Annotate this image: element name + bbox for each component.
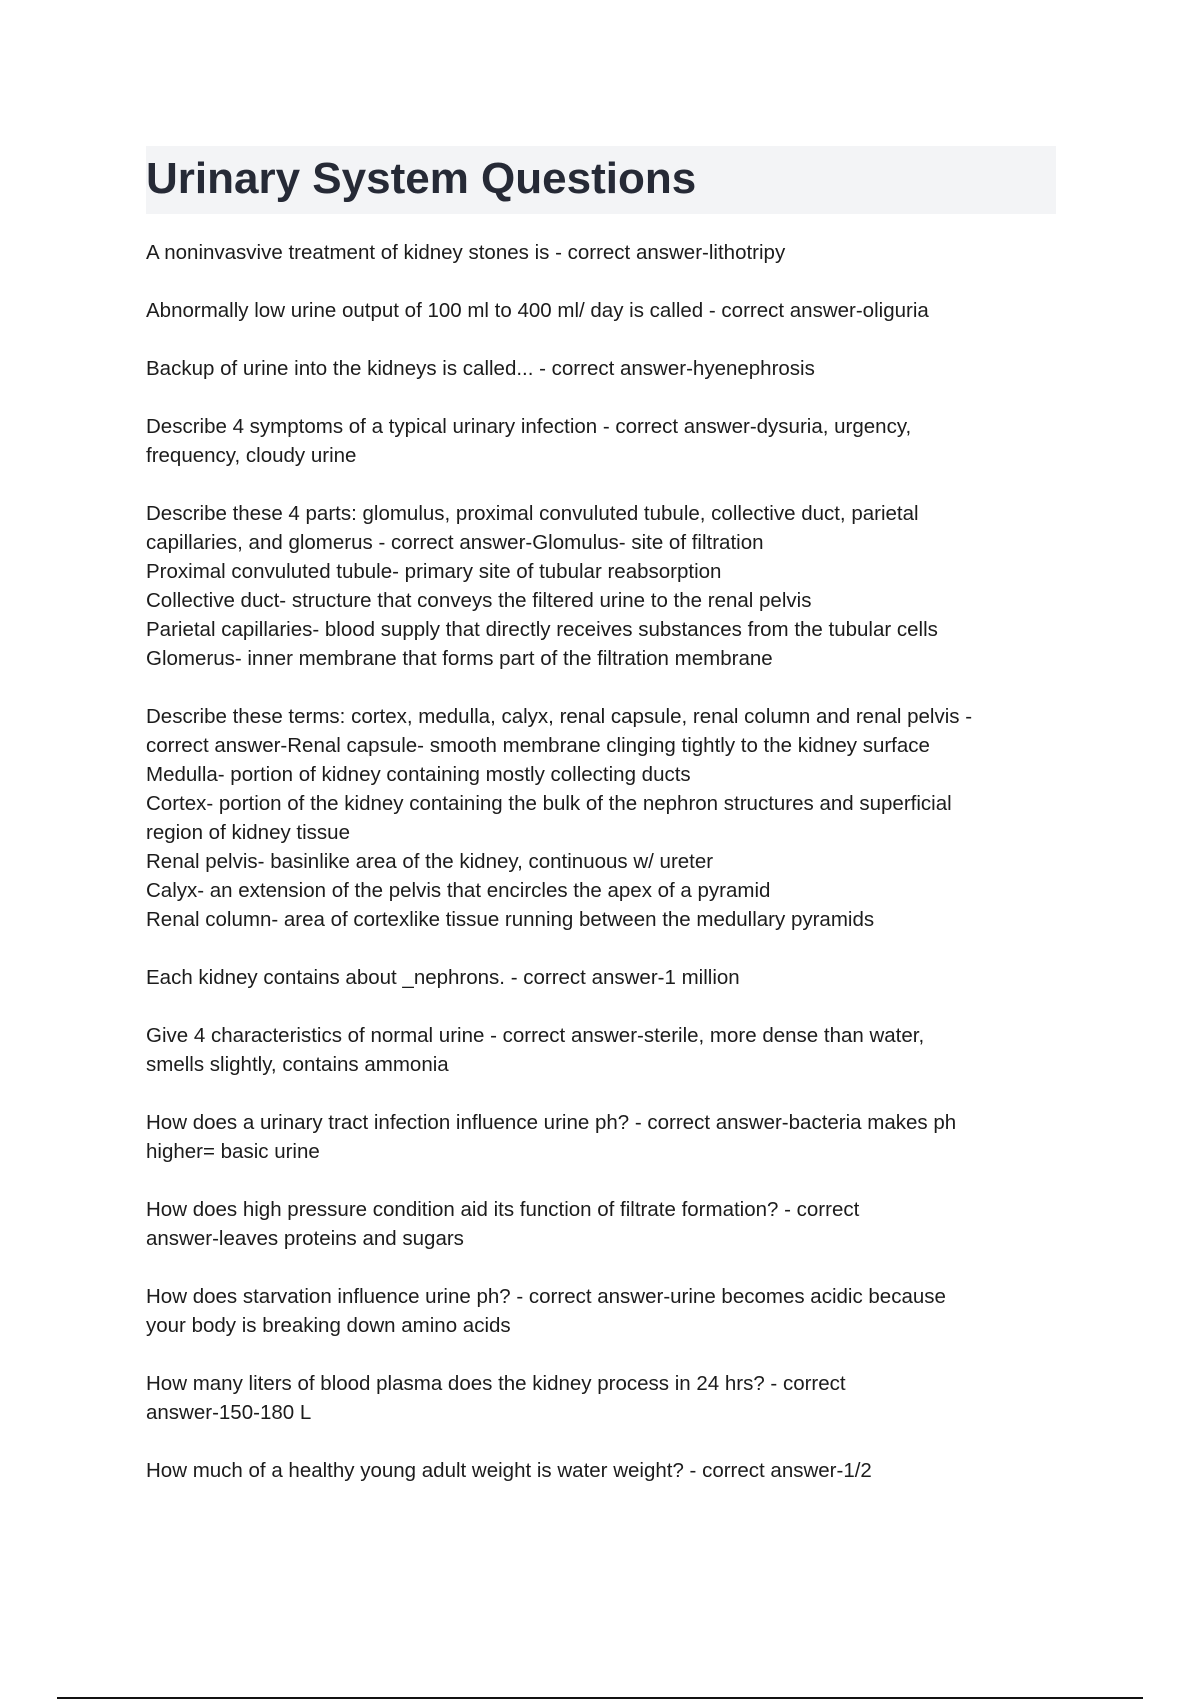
qa-text-line: Calyx- an extension of the pelvis that encircles the apex of a pyramid: [146, 879, 771, 902]
qa-text-line: Describe 4 symptoms of a typical urinary infection - correct answer-dysuria, urgency,: [146, 415, 912, 438]
qa-text-line: Describe these 4 parts: glomulus, proximal convuluted tubule, collective duct, parietal: [146, 502, 919, 525]
qa-item: [146, 963, 1046, 992]
qa-text-line: Medulla- portion of kidney containing mostly collecting ducts: [146, 763, 691, 786]
qa-item: [146, 702, 1046, 934]
question-answer-list: [146, 238, 1046, 1514]
qa-item: [146, 1021, 1046, 1079]
qa-item: [146, 1195, 1046, 1253]
qa-text-line: Proximal convuluted tubule- primary site of tubular reabsorption: [146, 560, 722, 583]
qa-text-line: capillaries, and glomerus - correct answer-Glomulus- site of filtration: [146, 531, 764, 554]
qa-text-line: Give 4 characteristics of normal urine - correct answer-sterile, more dense than water,: [146, 1024, 925, 1047]
qa-item: [146, 499, 1046, 673]
qa-text-line: Each kidney contains about _nephrons. - correct answer-1 million: [146, 966, 740, 989]
qa-item: [146, 1369, 1046, 1427]
qa-text-line: How does high pressure condition aid its function of filtrate formation? - correct: [146, 1198, 860, 1221]
qa-text-line: How does starvation influence urine ph? - correct answer-urine becomes acidic because: [146, 1285, 946, 1308]
qa-text-line: answer-leaves proteins and sugars: [146, 1227, 464, 1250]
qa-text-line: Backup of urine into the kidneys is called... - correct answer-hyenephrosis: [146, 357, 815, 380]
qa-text-line: How many liters of blood plasma does the kidney process in 24 hrs? - correct: [146, 1372, 846, 1395]
qa-item: [146, 1108, 1046, 1166]
qa-text-line: correct answer-Renal capsule- smooth membrane clinging tightly to the kidney surface: [146, 734, 930, 757]
qa-item: [146, 296, 1046, 325]
qa-text-line: Abnormally low urine output of 100 ml to 400 ml/ day is called - correct answer-oliguria: [146, 299, 929, 322]
qa-text-line: A noninvasvive treatment of kidney stones is - correct answer-lithotripy: [146, 241, 786, 264]
qa-text-line: answer-150-180 L: [146, 1401, 312, 1424]
qa-text-line: higher= basic urine: [146, 1140, 320, 1163]
qa-text-line: Parietal capillaries- blood supply that directly receives substances from the tubular cells: [146, 618, 938, 641]
qa-item: [146, 1282, 1046, 1340]
qa-item: [146, 354, 1046, 383]
qa-text-line: Renal pelvis- basinlike area of the kidney, continuous w/ ureter: [146, 850, 714, 873]
qa-text-line: region of kidney tissue: [146, 821, 350, 844]
qa-text-line: Glomerus- inner membrane that forms part of the filtration membrane: [146, 647, 773, 670]
qa-text-line: your body is breaking down amino acids: [146, 1314, 511, 1337]
qa-item: [146, 412, 1046, 470]
qa-text-line: Collective duct- structure that conveys the filtered urine to the renal pelvis: [146, 589, 812, 612]
qa-text-line: Renal column- area of cortexlike tissue running between the medullary pyramids: [146, 908, 875, 931]
qa-text-line: Cortex- portion of the kidney containing the bulk of the nephron structures and superficial: [146, 792, 952, 815]
qa-text-line: Describe these terms: cortex, medulla, calyx, renal capsule, renal column and renal pelvis -: [146, 705, 973, 728]
qa-text-line: smells slightly, contains ammonia: [146, 1053, 449, 1076]
footer-divider: [57, 1697, 1143, 1699]
page-title: Urinary System Questions: [146, 154, 697, 203]
qa-text-line: How much of a healthy young adult weight is water weight? - correct answer-1/2: [146, 1459, 872, 1482]
qa-text-line: frequency, cloudy urine: [146, 444, 357, 467]
title-banner: [146, 146, 1056, 214]
qa-item: [146, 238, 1046, 267]
qa-item: [146, 1456, 1046, 1485]
qa-text-line: How does a urinary tract infection influence urine ph? - correct answer-bacteria makes ph: [146, 1111, 957, 1134]
